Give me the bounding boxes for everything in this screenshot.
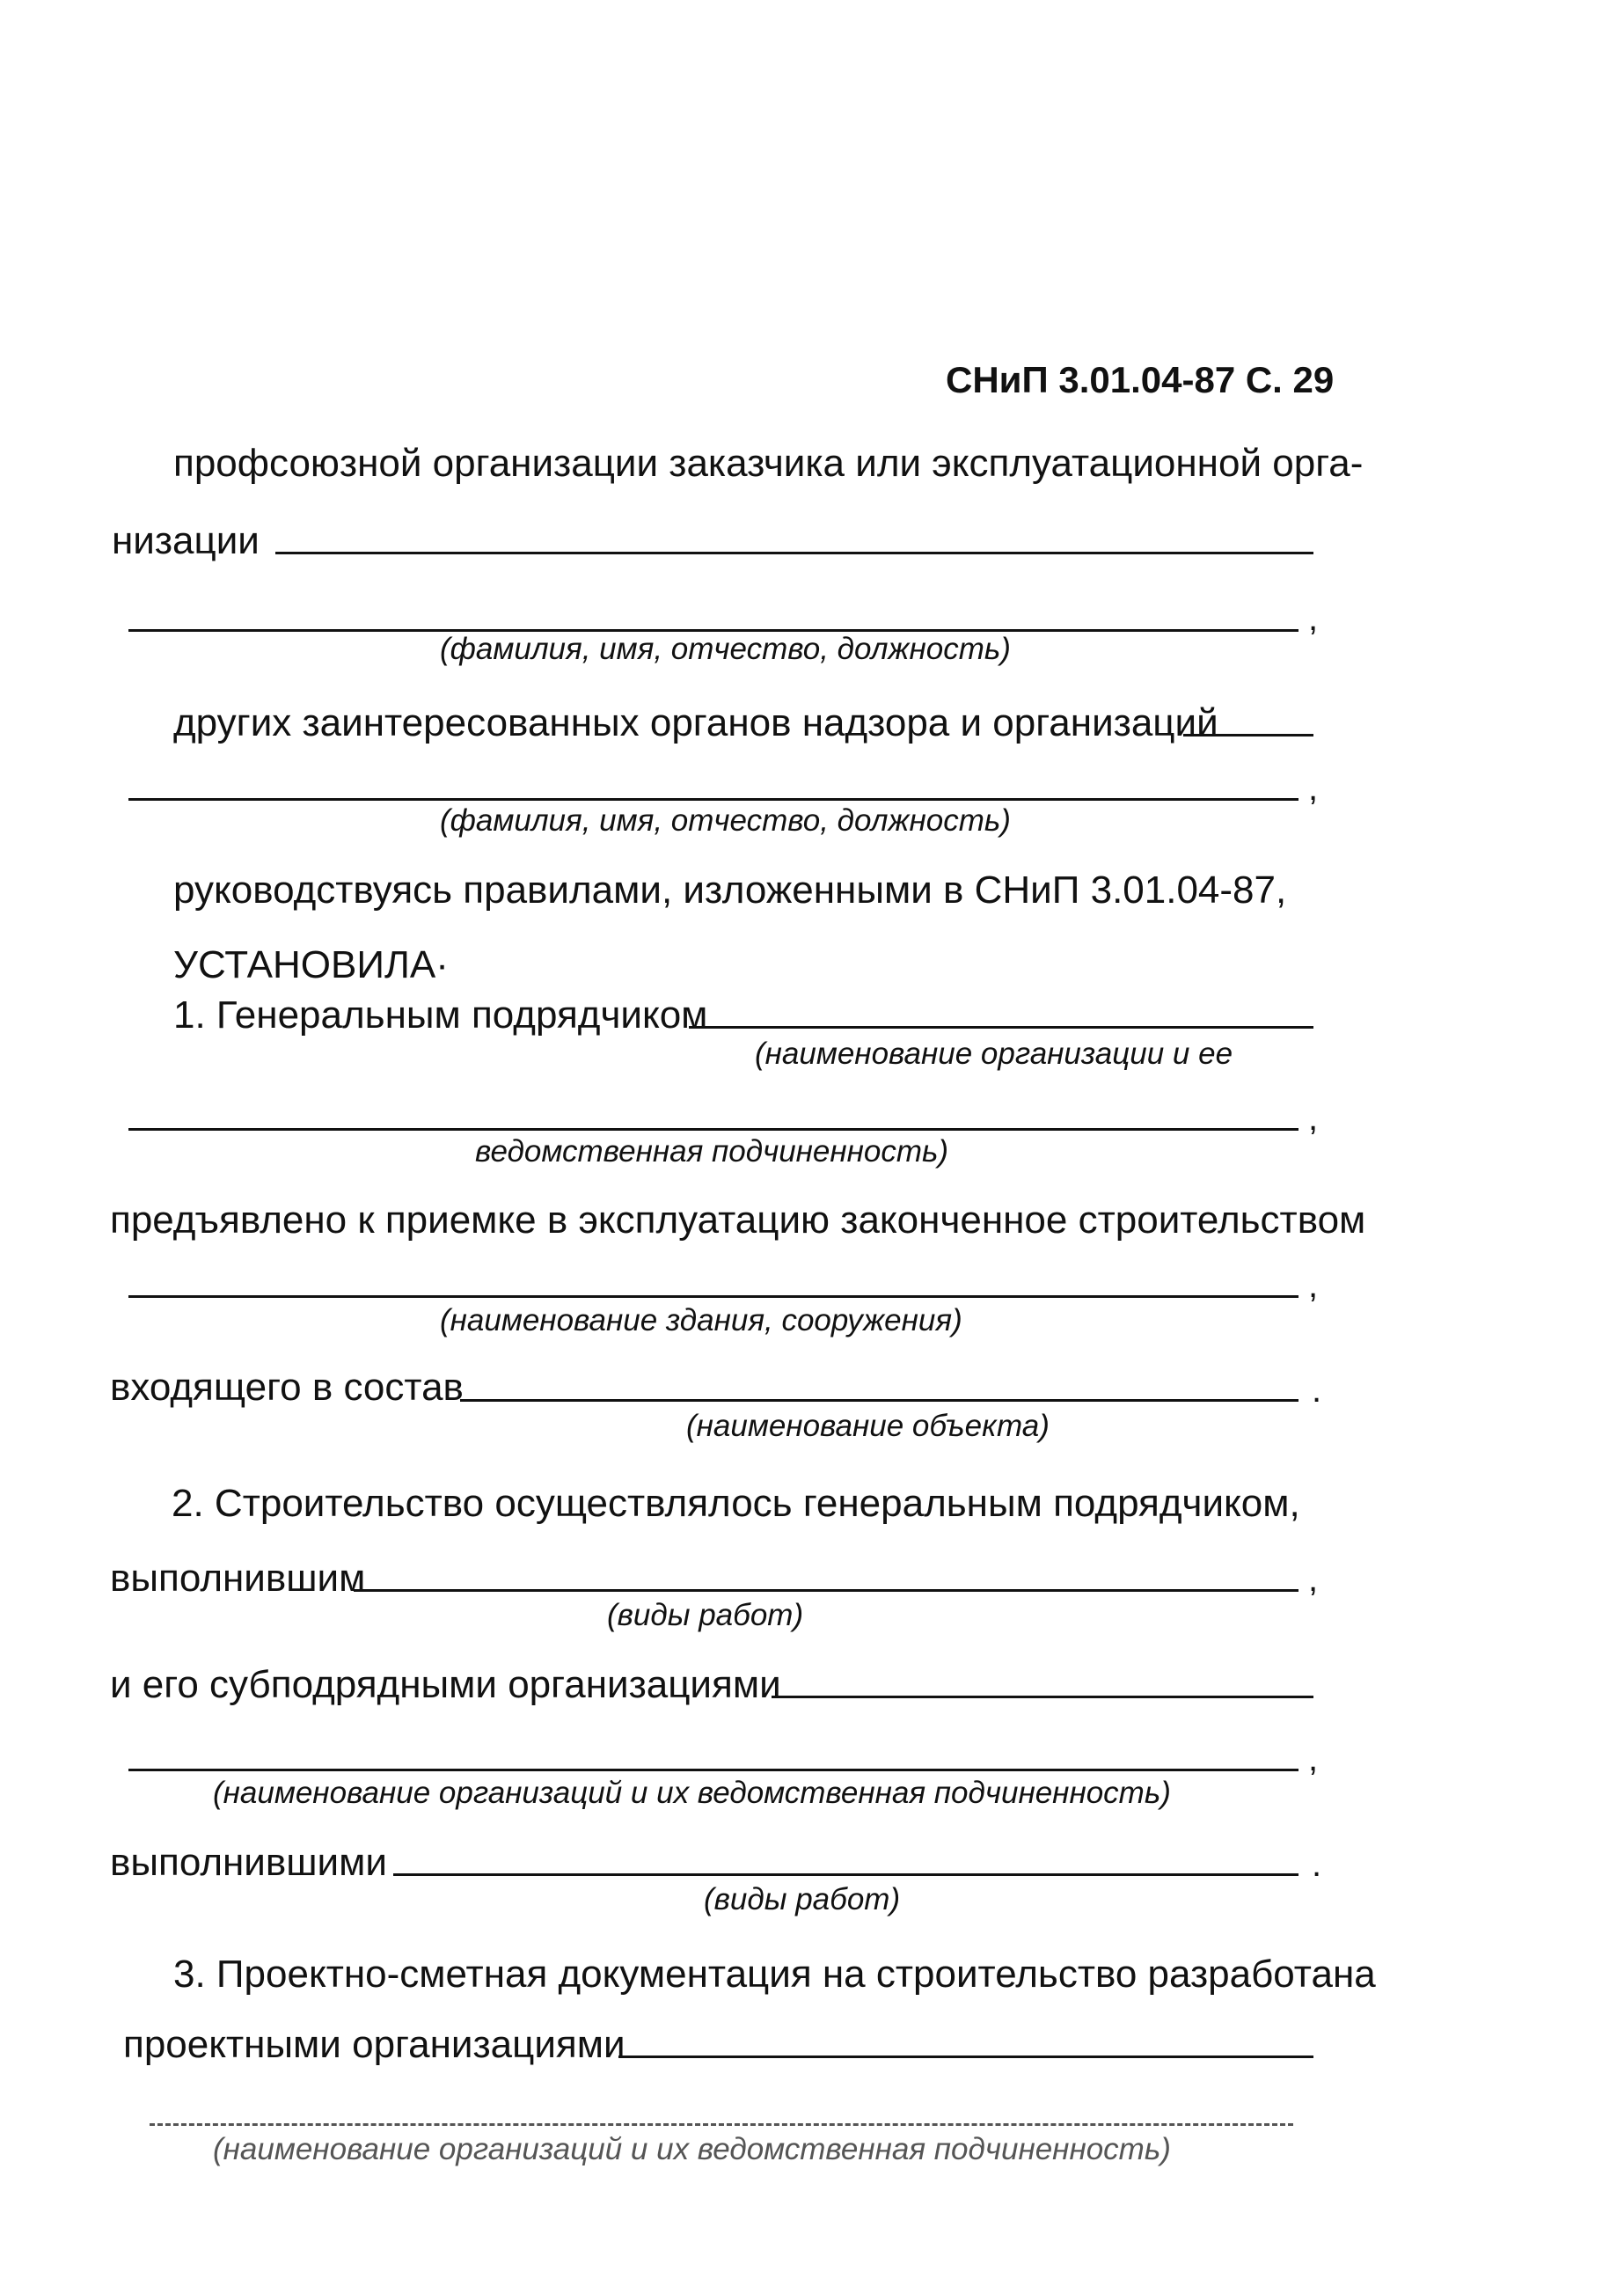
text-line-1: профсоюзной организации заказчика или эксплуатационной орга- xyxy=(173,442,1364,485)
fill-line xyxy=(128,1128,1298,1131)
fill-line xyxy=(128,1769,1298,1771)
text-line-8: входящего в состав xyxy=(110,1366,464,1409)
comma: , xyxy=(1308,1560,1319,1599)
fill-line xyxy=(393,1873,1298,1876)
caption-suborgs: (наименование организаций и их ведомственная подчиненность) xyxy=(213,1776,1171,1810)
text-line-3: других заинтересованных органов надзора и организаций xyxy=(173,701,1218,744)
caption-org-b: ведомственная подчиненность) xyxy=(475,1134,949,1169)
fill-line xyxy=(354,1589,1298,1592)
text-line-13: 3. Проектно-сметная документация на строительство разработана xyxy=(173,1953,1376,1996)
text-line-4: руководствуясь правилами, изложенными в СНиП 3.01.04-87, xyxy=(173,868,1287,912)
fill-line xyxy=(1183,734,1313,736)
text-line-14: проектными организациями xyxy=(123,2023,625,2066)
text-line-12: выполнившими xyxy=(110,1841,387,1884)
comma: , xyxy=(1308,1266,1319,1305)
comma: , xyxy=(1308,1740,1319,1778)
comma: , xyxy=(1308,1099,1319,1138)
comma: , xyxy=(1308,599,1319,638)
caption-works-2: (виды работ) xyxy=(704,1882,901,1916)
fill-line xyxy=(275,552,1313,554)
text-line-2: низации xyxy=(112,519,260,562)
text-line-7: предъявлено к приемке в эксплуатацию законченное строительством xyxy=(110,1198,1366,1242)
fill-line xyxy=(689,1026,1313,1029)
text-line-9: 2. Строительство осуществлялось генеральным подрядчиком, xyxy=(172,1482,1300,1525)
fill-line xyxy=(618,2055,1313,2058)
page-header: СНиП 3.01.04-87 С. 29 xyxy=(946,359,1335,400)
caption-works-1: (виды работ) xyxy=(607,1598,804,1632)
caption-fio-1: (фамилия, имя, отчество, должность) xyxy=(440,632,1011,666)
caption-building: (наименование здания, сооружения) xyxy=(440,1303,962,1337)
text-line-5: УСТАНОВИЛА· xyxy=(173,943,449,986)
text-line-11: и его субподрядными организациями xyxy=(110,1663,781,1706)
caption-org-a: (наименование организации и ее xyxy=(755,1037,1233,1071)
text-line-10: выполнившим xyxy=(110,1557,366,1600)
fill-line xyxy=(460,1399,1298,1402)
fill-line xyxy=(128,1295,1298,1298)
period: . xyxy=(1312,1371,1322,1410)
period: . xyxy=(1312,1845,1322,1884)
caption-fio-2: (фамилия, имя, отчество, должность) xyxy=(440,803,1011,838)
comma: , xyxy=(1308,769,1319,808)
fill-line xyxy=(128,798,1298,801)
fill-line xyxy=(150,2123,1293,2126)
caption-projorgs: (наименование организаций и их ведомственная подчиненность) xyxy=(213,2132,1171,2166)
text-line-6: 1. Генеральным подрядчиком xyxy=(173,993,708,1037)
fill-line xyxy=(772,1696,1313,1698)
caption-object: (наименование объекта) xyxy=(686,1409,1050,1443)
